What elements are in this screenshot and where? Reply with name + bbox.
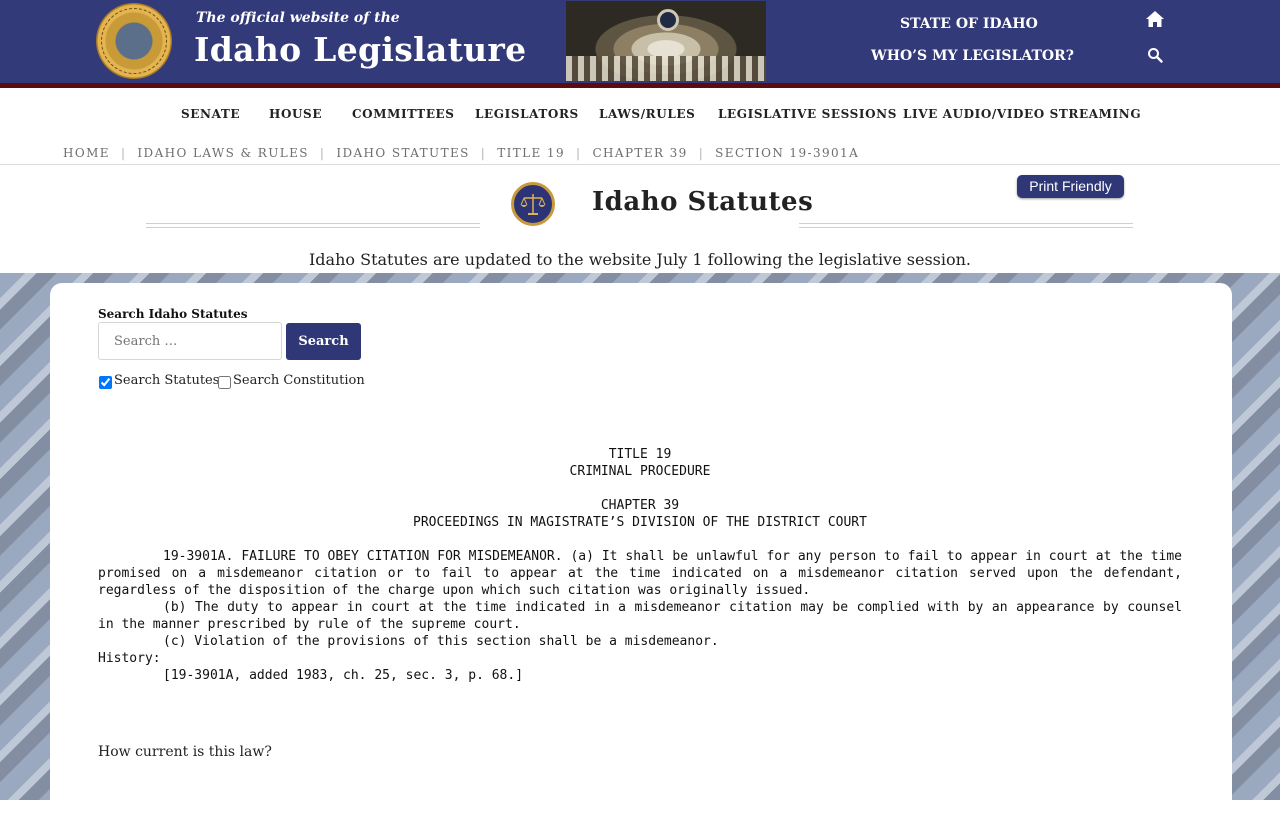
title-number: TITLE 19 [608,447,672,462]
section-paragraph-b: (b) The duty to appear in court at the time indicated in a misdemeanor citation may be complied with by an appearance by counsel in the manner prescribed by rule of the supreme court. [98,600,1182,632]
breadcrumb-divider [0,164,1280,165]
search-label: Search Idaho Statutes [98,307,248,321]
search-constitution-label: Search Constitution [233,373,365,388]
capitol-dome-image [566,1,766,81]
nav-legislative-sessions[interactable]: LEGISLATIVE SESSIONS [718,107,897,121]
history-item: [19-3901A, added 1983, ch. 25, sec. 3, p. 68.] [163,668,524,683]
nav-legislators[interactable]: LEGISLATORS [475,107,579,121]
nav-committees[interactable]: COMMITTEES [352,107,455,121]
breadcrumb-separator: | [319,146,326,160]
breadcrumb-separator: | [480,146,487,160]
main-nav [0,88,1280,142]
breadcrumb-statutes[interactable]: IDAHO STATUTES [336,146,470,160]
breadcrumb-home[interactable]: HOME [63,146,110,160]
search-statutes-label: Search Statutes [114,373,220,388]
title-name: CRIMINAL PROCEDURE [569,464,711,479]
search-icon[interactable] [1147,47,1163,63]
breadcrumb-separator: | [698,146,705,160]
site-title[interactable]: Idaho Legislature [194,30,527,69]
great-seal-ring [101,8,167,74]
breadcrumb-laws-rules[interactable]: IDAHO LAWS & RULES [137,146,309,160]
state-of-idaho-link[interactable]: STATE OF IDAHO [900,16,1038,32]
breadcrumb-separator: | [120,146,127,160]
section-paragraph-c: (c) Violation of the provisions of this section shall be a misdemeanor. [163,634,719,649]
scales-of-justice-icon [511,182,555,226]
update-notice: Idaho Statutes are updated to the website July 1 following the legislative session. [308,250,971,269]
nav-house[interactable]: HOUSE [269,107,323,121]
nav-live-streaming[interactable]: LIVE AUDIO/VIDEO STREAMING [903,107,1142,121]
print-friendly-button[interactable]: Print Friendly [1017,175,1124,198]
page-title: Idaho Statutes [592,187,814,217]
whos-my-legislator-link[interactable]: WHO’S MY LEGISLATOR? [871,48,1074,64]
how-current-question: How current is this law? [98,744,272,760]
chapter-name: PROCEEDINGS IN MAGISTRATE’S DIVISION OF THE DISTRICT COURT [413,515,867,530]
search-button[interactable]: Search [286,323,361,360]
title-rule-left [146,223,480,228]
breadcrumb-chapter[interactable]: CHAPTER 39 [592,146,688,160]
scales-icon-glyph [514,185,552,223]
header-tagline: The official website of the [196,10,400,26]
search-statutes-checkbox[interactable] [99,376,112,389]
title-rule-right [799,223,1133,228]
breadcrumb-separator: | [575,146,582,160]
breadcrumb-section[interactable]: SECTION 19-3901A [715,146,860,160]
spacer [98,480,1182,497]
home-icon[interactable] [1145,10,1165,28]
history-label: History: [98,651,161,666]
search-constitution-checkbox[interactable] [218,376,231,389]
breadcrumb-title[interactable]: TITLE 19 [497,146,565,160]
section-paragraph-a: 19-3901A. FAILURE TO OBEY CITATION FOR MISDEMEANOR. (a) It shall be unlawful for any person to fail to appear in court at the time promised on a misdemeanor citation or to fail to appear at the time indicated on a misdemeanor citation served upon the defendant, regardless of the disposition of the charge upon which such citation was originally issued. [98,549,1182,598]
breadcrumb [63,146,859,162]
statute-text [98,446,1182,684]
nav-senate[interactable]: SENATE [181,107,241,121]
spacer [98,531,1182,548]
nav-laws-rules[interactable]: LAWS/RULES [599,107,696,121]
search-input[interactable] [98,322,282,360]
chapter-number: CHAPTER 39 [600,498,680,513]
